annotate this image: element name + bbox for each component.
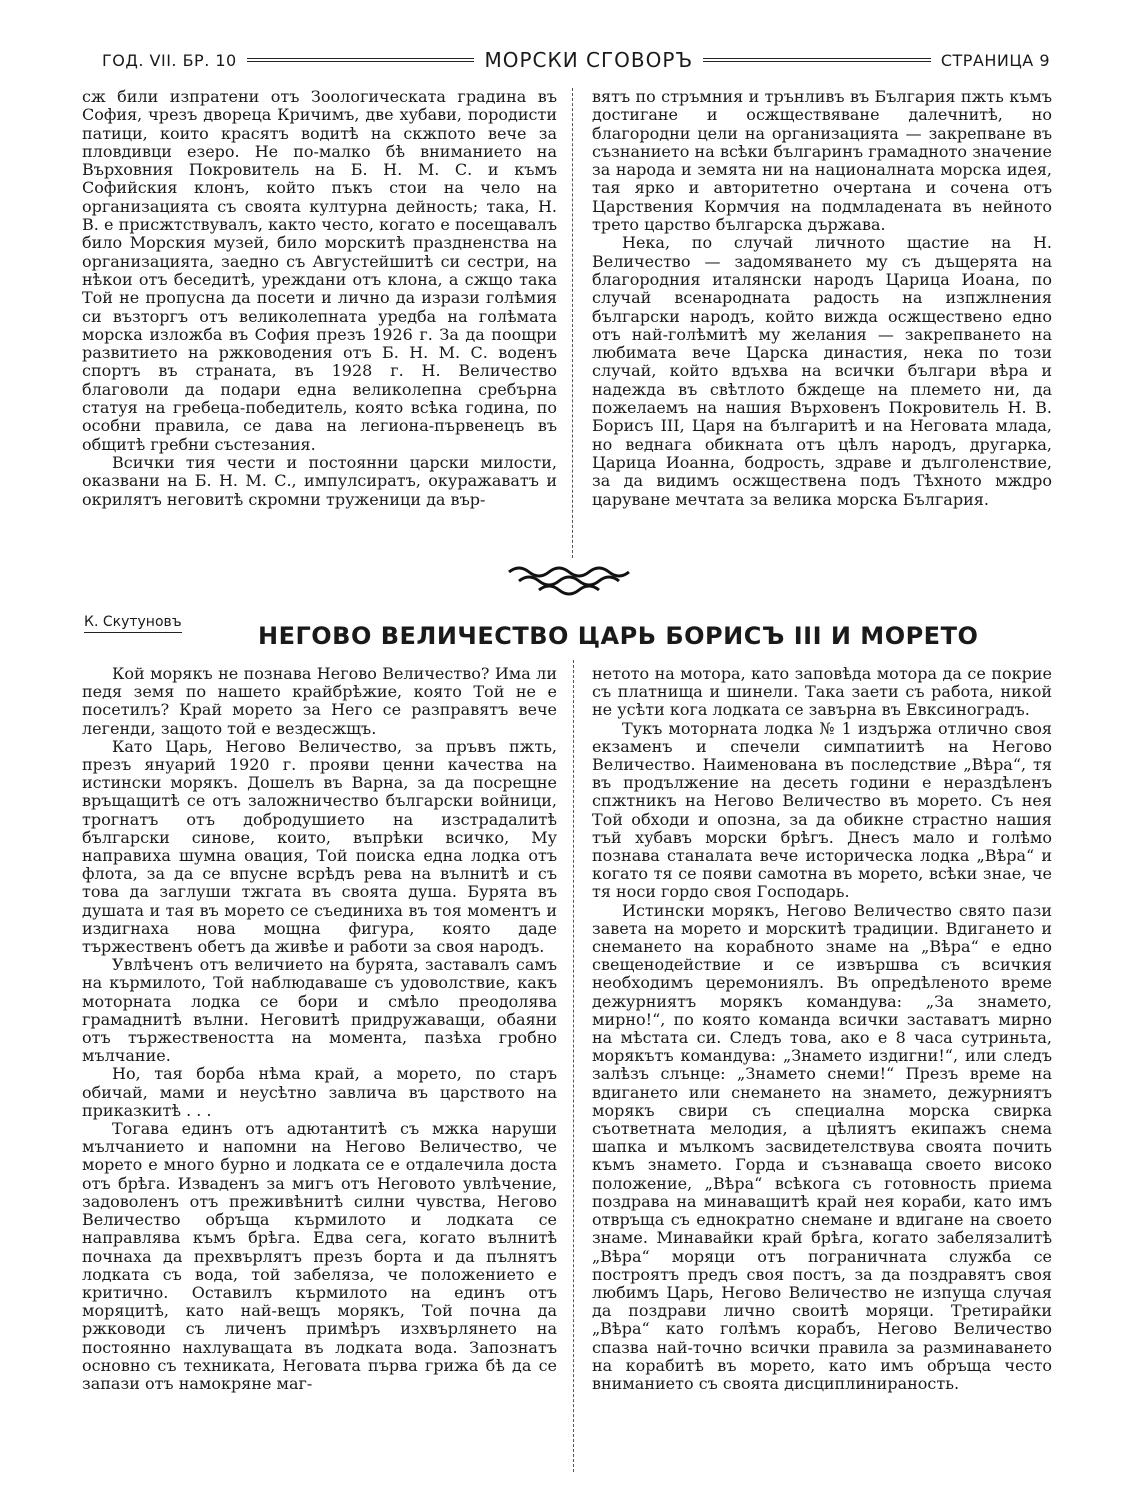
paragraph: Като Царь, Негово Величество, за пръвъ пжть, презъ януарий 1920 г. прояви ценни качества на истински морякъ. Дошелъ въ Варна, за да посрещне връщащитѣ се отъ заложничество български войници, трогнатъ отъ добродушието на изстрадалитѣ български синове, които, въпрѣки всичко, Му направиха шумна овация, Той поиска една лодка отъ флота, за да се впусне всрѣдъ рева на вълнитѣ и съ това да заглуши тжгата въ своята душа. Бурята въ душата и тая въ морето се съединиха въ тоя моментъ и издигнаха нова мощна фигура, която даде тържественъ обетъ да живѣе и работи за своя народъ. — [82, 736, 557, 957]
paragraph: сж били изпратени отъ Зоологическата градина въ София, чрезъ двореца Кричимъ, две хубави, породисти патици, които красятъ водитѣ на скжпото вече за пловдивци езеро. Не по-малко бѣ вниманието на Върховния Покровитель на Б. Н. М. С. и къмъ Софийския клонъ, който пъкъ стои на чело на организацията съ своята културна дейность; така, Н. В. е присжтствувалъ, както често, когато е посещавалъ било Морския музей, било морскитѣ праздненства на организацията, заедно съ Августейшитѣ си сестри, на нѣкои отъ беседитѣ, уреждани отъ клона, а сжщо така Той не пропусна да посети и лично да изрази голѣмия си възторгъ отъ великолепната уредба на голѣмата морска изложба въ София презъ 1926 г. За да поощри развитието на ржководения отъ Б. Н. М. С. воденъ спортъ въ страната, въ 1928 г. Н. Величество благоволи да подари една великолепна сребърна статуя на гребеца-победитель, която всѣка година, по особни правила, се дава на легиона-първенецъ въ общитѣ гребни състезания. — [82, 87, 557, 454]
bottom-left-column — [82, 665, 557, 1393]
header-rule-right — [703, 58, 931, 62]
paragraph: Но, тая борба нѣма край, а морето, по старъ обичай, мами и неусѣтно завлича въ царството на приказкитѣ . . . — [82, 1064, 557, 1120]
paragraph: Увлѣченъ отъ величието на бурята, заставалъ самъ на кърмилото, Той наблюдаваше съ удоволствие, какъ моторната лодка се бори и смѣло преодолява грамаднитѣ вълни. Неговитѣ придружаващи, обаяни отъ тържествеността на момента, пазѣха гробно мълчание. — [82, 955, 557, 1066]
paragraph: Истински морякъ, Негово Величество свято пази завета на морето и морскитѣ традиции. Вдигането и снемането на корабното знаме на „Вѣра“ е едно свещенодействие и се извършва съ всичкия необходимъ церемониялъ. Въ опредѣленото време дежурниятъ морякъ командува: „За знамето, мирно!“, по която команда всички заставатъ мирно на мѣстата си. Следъ това, ако е 8 часа сутриньта, морякътъ командува: „Знамето издигни!“, или следъ залѣзъ слънце: „Знамето снеми!“ Презъ време на вдигането или снемането на знамето, дежурниятъ морякъ свири съ специална морска свирка съответната мелодия, а цѣлиятъ екипажъ снема шапка и мълкомъ засвидетелствува своята почить къмъ знамето. Горда и съзнаваща своето високо положение, „Вѣра“ всѣкога съ готовность приема поздрава на минаващитѣ край нея кораби, като имъ отвръща съ еднократно снемане и вдигане на своето знаме. Минавайки край брѣга, когато забелязалитѣ „Вѣра“ моряци отъ пограничната служба се построятъ предъ своя постъ, за да поздравятъ своя любимъ Царь, Негово Величество не изпуща случая да поздрави лично своитѣ моряци. Третирайки „Вѣра“ като голѣмъ корабъ, Негово Величество спазва най-точно всички правила за разминаването на корабитѣ въ морето, като имъ обръща често вниманието съ своята дисциплинираность. — [592, 900, 1052, 1393]
bottom-right-column — [592, 665, 1052, 1393]
page-number: СТРАНИЦА 9 — [940, 50, 1050, 70]
header-rule-left — [247, 58, 475, 62]
paragraph: Всички тия чести и постоянни царски милости, оказвани на Б. Н. М. С., импулсиратъ, окуражаватъ и окрилятъ неговитѣ скромни труженици да вър- — [82, 452, 557, 509]
paragraph: вятъ по стръмния и трънливъ въ България пжть къмъ достигане и осжществяване далечнитѣ, но благородни цели на организацията — закрепване въ съзнанието на всѣки българинъ грамадното значение за народа и земята ни на националната морска идея, тая ярко и авторитетно очертана и сочена отъ Царствения Кормчия на подмладената въ нейното трето царство българска държава. — [592, 87, 1052, 235]
column-divider-bottom — [573, 660, 574, 1472]
article-title: НЕГОВО ВЕЛИЧЕСТВО ЦАРЬ БОРИСЪ III И МОРЕТО — [258, 622, 979, 650]
article-author: К. Скутуновъ — [84, 614, 182, 633]
top-left-column — [82, 88, 557, 509]
magazine-title: МОРСКИ СГОВОРЪ — [484, 48, 694, 72]
paragraph: Тогава единъ отъ адютантитѣ съ мжка наруши мълчанието и напомни на Негово Величество, че морето е много бурно и лодката се е отдалечила доста отъ брѣга. Изваденъ за мигъ отъ Неговото увлѣчение, задоволенъ отъ преживѣнитѣ силни чувства, Негово Величество обръща кърмилото и лодката се направлява къмъ брѣга. Едва сега, когато вълнитѣ почнаха да прехвърлятъ презъ борта и да пълнятъ лодката съ вода, той забеляза, че положението е критично. Оставилъ кърмилото на единъ отъ моряцитѣ, като най-вещъ морякъ, Той почна да ржководи съ личенъ примѣръ изхвърлянето на постоянно нахлуващата въ лодката вода. Запознатъ основно съ техниката, Неговата първа грижа бѣ да се запази отъ намокряне маг- — [82, 1119, 557, 1393]
wave-ornament — [505, 562, 633, 598]
column-divider-top — [572, 88, 573, 558]
top-right-column — [592, 88, 1052, 509]
paragraph: нетото на мотора, като заповѣда мотора да се покрие съ платнища и шинели. Така заети съ работа, никой не усѣти кога лодката се завърна въ Евксиноградъ. — [592, 664, 1052, 720]
paragraph: Тукъ моторната лодка № 1 издържа отлично своя екзаменъ и спечели симпатиитѣ на Негово Величество. Наименована въ последствие „Вѣра“, тя въ продължение на десеть години е нераздѣленъ спжтникъ на Негово Величество въ морето. Съ нея Той обходи и опозна, за да обикне страстно нашия тъй хубавъ морски брѣгъ. Днесъ мало и голѣмо познава станалата вече историческа лодка „Вѣра“ и когато тя се появи самотна въ морето, всѣки знае, че тя носи гордо своя Господарь. — [592, 718, 1052, 902]
paragraph: Кой морякъ не познава Негово Величество? Има ли педя земя по нашето крайбрѣжие, която Той не е посетилъ? Край морето за Него се разправятъ вече легенди, защото той е вездесжщъ. — [82, 664, 557, 738]
page-header — [102, 44, 1050, 76]
issue-number: ГОД. VII. БР. 10 — [102, 50, 237, 70]
paragraph: Нека, по случай личното щастие на Н. Величество — задомяването му съ дъщерята на благородния италянски народъ Царица Иоана, по случай всенародната радость на изпжлнения български народъ, който вижда осжществено едно отъ най-голѣмитѣ му желания — закрепването на любимата вече Царска династия, нека по този случай, който вдъхва на всички българи вѣра и надежда въ свѣтлото бждеще на племето ни, да пожелаемъ на нашия Върховенъ Покровитель Н. В. Борисъ III, Царя на българитѣ и на Неговата млада, но веднага обикната отъ цѣлъ народъ, другарка, Царица Иоанна, бодрость, здраве и дълголенствие, за да видимъ осжществена подъ Тѣхното мждро царуване мечтата за велика морска България. — [592, 233, 1052, 509]
